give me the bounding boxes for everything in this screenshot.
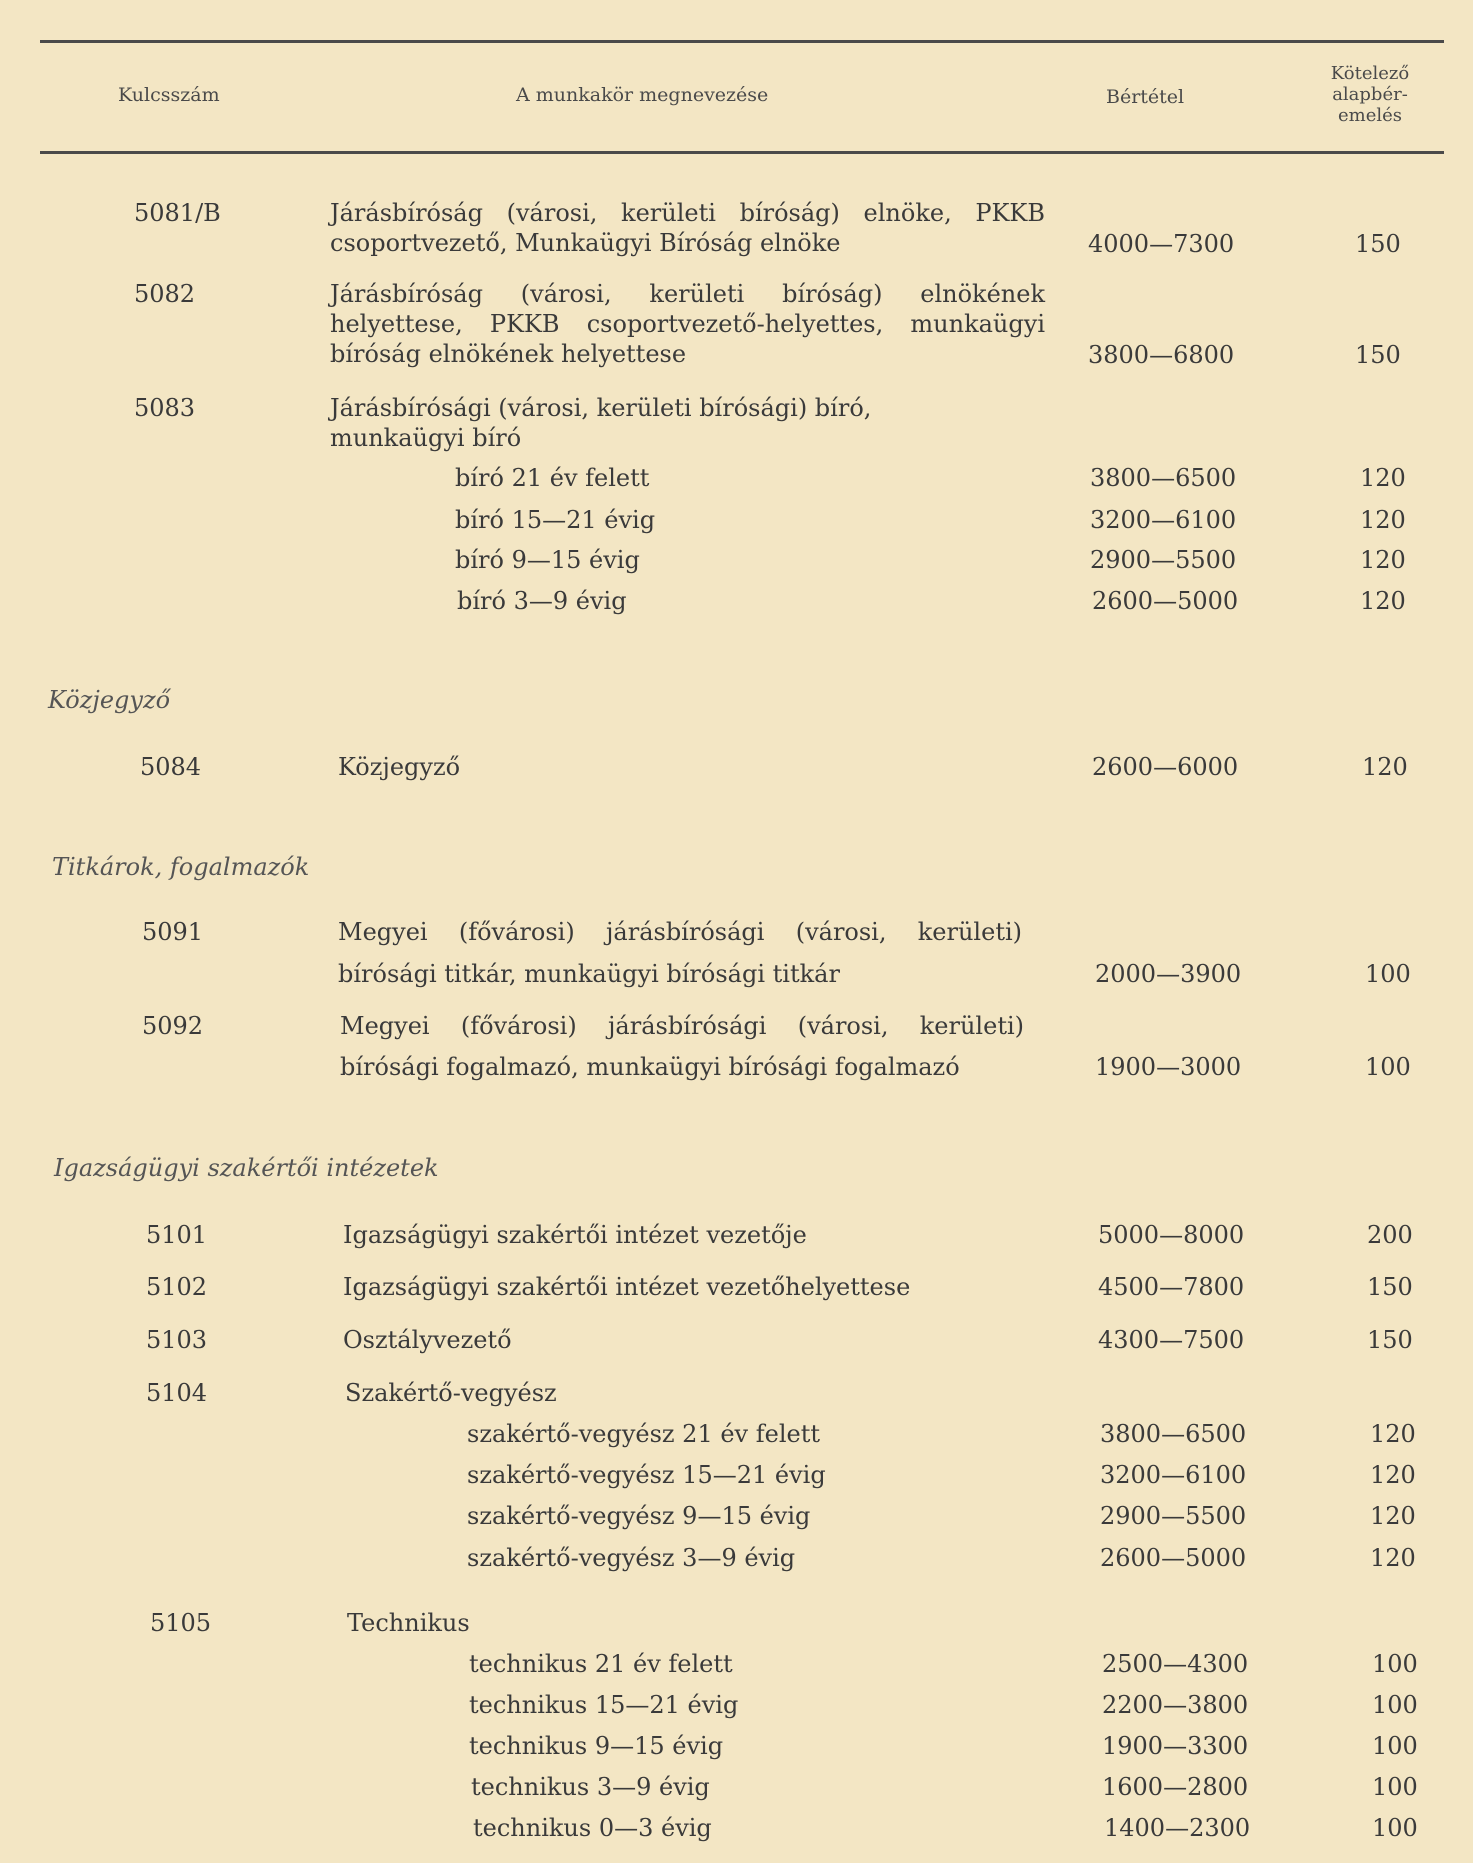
row-5083d-raise: 120 xyxy=(1360,587,1406,615)
row-5105d-desc: technikus 3—9 évig xyxy=(471,1773,710,1801)
row-5102-code: 5102 xyxy=(146,1273,208,1301)
row-5083d-wage: 2600—5000 xyxy=(1092,587,1239,615)
row-5105e-raise: 100 xyxy=(1372,1814,1418,1842)
row-5105e-desc: technikus 0—3 évig xyxy=(473,1814,712,1842)
row-5101-raise: 200 xyxy=(1367,1221,1413,1249)
row-5082-raise: 150 xyxy=(1355,341,1401,369)
row-5105a-wage: 2500—4300 xyxy=(1102,1650,1249,1678)
row-5104c-wage: 2900—5500 xyxy=(1100,1502,1247,1530)
header-raise-line1: Kötelező xyxy=(1330,63,1410,84)
section-igazsagugyi: Igazságügyi szakértői intézetek xyxy=(54,1154,439,1182)
row-5081b-code: 5081/B xyxy=(134,199,221,227)
row-5104-code: 5104 xyxy=(146,1379,208,1407)
row-5083c-desc: bíró 9—15 évig xyxy=(455,546,640,574)
header-top-rule xyxy=(40,40,1444,43)
row-5104b-wage: 3200—6100 xyxy=(1100,1461,1247,1489)
row-5105d-raise: 100 xyxy=(1372,1773,1418,1801)
header-code: Kulcsszám xyxy=(118,84,220,106)
row-5105c-desc: technikus 9—15 évig xyxy=(469,1732,724,1760)
row-5081b-desc: Járásbíróság (városi, kerületi bíróság) elnöke, PKKB csoportvezető, Munkaügyi Bíróság elnöke xyxy=(330,199,1045,257)
header-raise-line3: emelés xyxy=(1337,105,1403,126)
row-5102-raise: 150 xyxy=(1367,1273,1413,1301)
row-5082-wage: 3800—6800 xyxy=(1088,341,1235,369)
header-name: A munkakör megnevezése xyxy=(516,84,769,106)
row-5081b-wage: 4000—7300 xyxy=(1088,230,1235,258)
row-5083c-wage: 2900—5500 xyxy=(1090,546,1237,574)
row-5092-wage: 1900—3000 xyxy=(1095,1053,1242,1081)
row-5101-wage: 5000—8000 xyxy=(1098,1221,1245,1249)
row-5105-code: 5105 xyxy=(150,1609,212,1637)
row-5104d-desc: szakértő-vegyész 3—9 évig xyxy=(467,1544,796,1572)
row-5083a-wage: 3800—6500 xyxy=(1090,464,1237,492)
row-5083c-raise: 120 xyxy=(1360,546,1406,574)
row-5091-code: 5091 xyxy=(142,918,204,946)
row-5105d-wage: 1600—2800 xyxy=(1102,1773,1249,1801)
row-5104a-raise: 120 xyxy=(1370,1420,1416,1448)
row-5084-wage: 2600—6000 xyxy=(1092,753,1239,781)
row-5101-desc: Igazságügyi szakértői intézet vezetője xyxy=(343,1221,807,1249)
row-5083b-raise: 120 xyxy=(1360,506,1406,534)
row-5082-code: 5082 xyxy=(134,280,196,308)
row-5105b-wage: 2200—3800 xyxy=(1102,1691,1249,1719)
row-5083a-raise: 120 xyxy=(1360,464,1406,492)
row-5103-code: 5103 xyxy=(146,1326,208,1354)
row-5105c-wage: 1900—3300 xyxy=(1102,1732,1249,1760)
row-5081b-raise: 150 xyxy=(1355,230,1401,258)
row-5103-wage: 4300—7500 xyxy=(1098,1326,1245,1354)
row-5083-code: 5083 xyxy=(134,394,196,422)
row-5102-desc: Igazságügyi szakértői intézet vezetőhelyettese xyxy=(343,1273,911,1301)
row-5104b-desc: szakértő-vegyész 15—21 évig xyxy=(467,1461,826,1489)
row-5092-desc-line2: bírósági fogalmazó, munkaügyi bírósági fogalmazó xyxy=(340,1053,960,1081)
row-5104a-wage: 3800—6500 xyxy=(1100,1420,1247,1448)
row-5105a-desc: technikus 21 év felett xyxy=(469,1650,733,1678)
section-kozjegyzo: Közjegyző xyxy=(48,686,171,714)
row-5104b-raise: 120 xyxy=(1370,1461,1416,1489)
row-5092-raise: 100 xyxy=(1365,1053,1411,1081)
row-5103-raise: 150 xyxy=(1367,1326,1413,1354)
row-5091-desc-line2: bírósági titkár, munkaügyi bírósági titkár xyxy=(338,960,840,988)
row-5104c-raise: 120 xyxy=(1370,1502,1416,1530)
row-5092-code: 5092 xyxy=(142,1012,204,1040)
row-5105a-raise: 100 xyxy=(1372,1650,1418,1678)
row-5083a-desc: bíró 21 év felett xyxy=(455,464,650,492)
row-5084-code: 5084 xyxy=(140,753,202,781)
row-5084-raise: 120 xyxy=(1362,753,1408,781)
row-5083-desc: Járásbírósági (városi, kerületi bírósági) bíró, munkaügyi bíró xyxy=(330,394,872,452)
row-5084-desc: Közjegyző xyxy=(338,753,461,781)
row-5104d-wage: 2600—5000 xyxy=(1100,1544,1247,1572)
row-5082-desc: Járásbíróság (városi, kerületi bíróság) elnökének helyettese, PKKB csoportvezető-helyettes, munkaügyi bíróság elnökének helyettese xyxy=(330,280,1045,368)
header-raise xyxy=(1315,63,1425,126)
row-5104a-desc: szakértő-vegyész 21 év felett xyxy=(467,1420,820,1448)
row-5091-wage: 2000—3900 xyxy=(1095,960,1242,988)
row-5083d-desc: bíró 3—9 évig xyxy=(457,587,627,615)
row-5092-desc-line1: Megyei (fővárosi) járásbírósági (városi, kerületi) xyxy=(340,1012,1024,1040)
row-5105b-desc: technikus 15—21 évig xyxy=(469,1691,739,1719)
row-5105e-wage: 1400—2300 xyxy=(1104,1814,1251,1842)
row-5104-desc: Szakértő-vegyész xyxy=(345,1379,557,1407)
header-raise-line2: alapbér- xyxy=(1332,84,1408,105)
row-5091-raise: 100 xyxy=(1365,960,1411,988)
row-5101-code: 5101 xyxy=(146,1221,208,1249)
row-5103-desc: Osztályvezető xyxy=(343,1326,512,1354)
row-5104c-desc: szakértő-vegyész 9—15 évig xyxy=(467,1502,811,1530)
row-5105-desc: Technikus xyxy=(347,1609,470,1637)
row-5091-desc-line1: Megyei (fővárosi) járásbírósági (városi, kerületi) xyxy=(338,918,1022,946)
header-bottom-rule xyxy=(40,151,1444,154)
row-5105b-raise: 100 xyxy=(1372,1691,1418,1719)
section-titkarok: Titkárok, fogalmazók xyxy=(52,853,310,881)
row-5104d-raise: 120 xyxy=(1370,1544,1416,1572)
header-wage: Bértétel xyxy=(1106,86,1185,108)
row-5083b-wage: 3200—6100 xyxy=(1090,506,1237,534)
row-5105c-raise: 100 xyxy=(1372,1732,1418,1760)
row-5083b-desc: bíró 15—21 évig xyxy=(455,506,656,534)
row-5102-wage: 4500—7800 xyxy=(1098,1273,1245,1301)
